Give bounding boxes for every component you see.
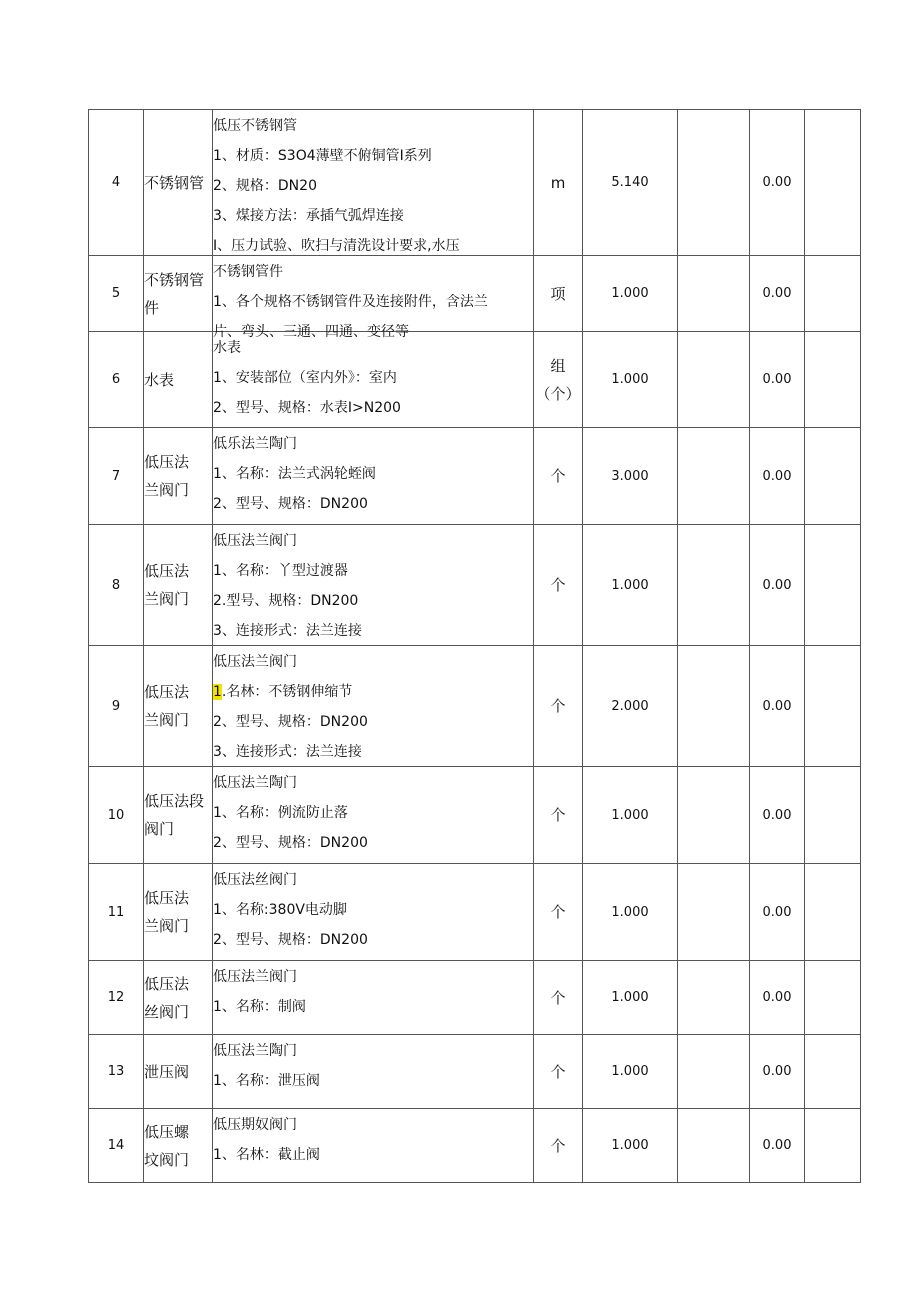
amount: 0.00 <box>750 1109 805 1183</box>
empty-cell <box>678 428 750 525</box>
unit-cell <box>534 961 583 1035</box>
unit: 个 <box>550 576 566 594</box>
empty-cell <box>805 256 861 332</box>
unit: m <box>550 173 566 192</box>
unit: 个 <box>550 1136 566 1155</box>
unit-cell <box>534 1109 583 1183</box>
bill-of-quantities-table <box>88 109 861 1183</box>
item-name: 水表 <box>144 370 175 389</box>
description-line: 低压法兰陶门 <box>213 774 297 791</box>
description-line: 1、名称:380V电动脚 <box>213 901 347 918</box>
item-name: 兰阀门 <box>144 590 190 608</box>
item-name-cell <box>144 110 213 256</box>
empty-cell <box>678 864 750 961</box>
highlight-mark: 1 <box>213 683 222 700</box>
unit-cell <box>534 525 583 646</box>
empty-cell <box>678 525 750 646</box>
item-name-cell <box>144 1035 213 1109</box>
item-description-cell <box>213 110 534 256</box>
amount: 0.00 <box>750 646 805 767</box>
item-name-cell <box>144 256 213 332</box>
empty-cell <box>805 428 861 525</box>
description-line: 1.名林：不锈钢伸缩节 <box>213 683 353 700</box>
item-number: 6 <box>89 332 144 428</box>
table-row <box>89 256 861 332</box>
item-name-cell <box>144 1109 213 1183</box>
empty-cell <box>678 767 750 864</box>
item-description <box>213 962 533 1034</box>
item-description <box>213 647 533 766</box>
amount: 0.00 <box>750 961 805 1035</box>
description-line: 1、名称：例流防止落 <box>213 804 348 821</box>
quantity: 1.000 <box>583 1035 678 1109</box>
item-description <box>213 257 533 340</box>
item-name: 低压法 <box>144 683 190 701</box>
description-line: 低压法兰阀门 <box>213 968 297 985</box>
empty-cell <box>805 110 861 256</box>
quantity: 1.000 <box>583 767 678 864</box>
amount: 0.00 <box>750 1035 805 1109</box>
item-description <box>213 768 533 863</box>
unit: 个 <box>550 697 566 715</box>
item-name: 低压法段 <box>144 792 205 810</box>
item-name-cell <box>144 428 213 525</box>
item-name-cell <box>144 864 213 961</box>
item-name: 件 <box>144 298 160 317</box>
quantity: 1.000 <box>583 256 678 332</box>
quantity: 1.000 <box>583 1109 678 1183</box>
description-line: 2、型号、规格：DN200 <box>213 931 368 948</box>
unit-cell <box>534 1035 583 1109</box>
item-description-cell <box>213 256 534 340</box>
description-line: 2、规格：DN20 <box>213 177 317 194</box>
unit-cell <box>534 767 583 864</box>
item-name: 兰阀门 <box>144 481 190 499</box>
unit: 个 <box>550 467 566 485</box>
empty-cell <box>678 646 750 767</box>
item-number: 5 <box>89 256 144 332</box>
unit-cell <box>534 256 583 332</box>
empty-cell <box>678 332 750 428</box>
unit-cell <box>534 428 583 525</box>
item-name: 低压法 <box>144 974 190 993</box>
quantity: 5.140 <box>583 110 678 256</box>
item-description <box>213 1110 533 1182</box>
quantity: 1.000 <box>583 864 678 961</box>
quantity: 2.000 <box>583 646 678 767</box>
description-line: 1、名林：截止阀 <box>213 1146 320 1163</box>
item-description <box>213 333 533 427</box>
unit: 个 <box>550 988 566 1007</box>
description-line: 2.型号、规格：DN200 <box>213 592 359 609</box>
description-line: 水表 <box>213 339 241 356</box>
description-line: 2、型号、规格：DN200 <box>213 495 368 512</box>
item-name: 丝阀门 <box>144 1002 190 1021</box>
item-name: 低压法 <box>144 453 190 471</box>
item-name: 泄压阀 <box>144 1062 190 1081</box>
item-number: 13 <box>89 1035 144 1109</box>
table-row <box>89 525 861 646</box>
unit: 项 <box>550 284 566 303</box>
amount: 0.00 <box>750 110 805 256</box>
item-description <box>213 865 533 960</box>
empty-cell <box>805 646 861 767</box>
item-description <box>213 526 533 645</box>
item-name: 阀门 <box>144 820 175 838</box>
item-description-cell <box>213 1035 534 1109</box>
item-name: 低压法 <box>144 562 190 580</box>
empty-cell <box>678 961 750 1035</box>
description-line: 片、弯头、三通、四通、变径等 <box>213 323 409 340</box>
table-row <box>89 864 861 961</box>
item-name: 低压法 <box>144 889 190 907</box>
empty-cell <box>805 525 861 646</box>
description-line: 低压法兰阀门 <box>213 653 297 670</box>
item-number: 4 <box>89 110 144 256</box>
description-line: 低压期奴阀门 <box>213 1116 297 1133</box>
description-line: 1、名称：泄压阀 <box>213 1072 320 1089</box>
quantity: 3.000 <box>583 428 678 525</box>
empty-cell <box>805 864 861 961</box>
item-description-cell <box>213 525 534 646</box>
item-name: 兰阀门 <box>144 711 190 729</box>
table-row <box>89 1035 861 1109</box>
unit: 个 <box>550 806 566 824</box>
item-description <box>213 429 533 524</box>
unit: 个 <box>550 903 566 921</box>
description-line: I、压力试验、吹扫与清洗设计要求,水压 <box>213 237 460 254</box>
description-line: 3、煤接方法：承插气弧焊连接 <box>213 207 404 224</box>
description-line: 1、安装部位（室内外》：室内 <box>213 369 397 386</box>
unit: 个 <box>550 1062 566 1081</box>
description-line: 3、连接形式：法兰连接 <box>213 743 362 760</box>
description-line: 3、连接形式：法兰连接 <box>213 622 362 639</box>
unit-cell <box>534 646 583 767</box>
item-description-cell <box>213 767 534 864</box>
item-description-cell <box>213 428 534 525</box>
empty-cell <box>805 961 861 1035</box>
amount: 0.00 <box>750 767 805 864</box>
item-name: 不锈钢管 <box>144 173 205 192</box>
item-name-cell <box>144 646 213 767</box>
description-line: 低压法兰陶门 <box>213 1042 297 1059</box>
quantity: 1.000 <box>583 525 678 646</box>
empty-cell <box>678 110 750 256</box>
item-name: 兰阀门 <box>144 917 190 935</box>
description-line: 2、型号、规格：水表I>N200 <box>213 399 401 416</box>
item-description-cell <box>213 646 534 767</box>
table-row <box>89 646 861 767</box>
empty-cell <box>805 332 861 428</box>
quantity: 1.000 <box>583 332 678 428</box>
table-row <box>89 428 861 525</box>
unit-cell <box>534 110 583 256</box>
item-name: 不锈钢管 <box>144 270 205 289</box>
description-line: 不锈钢管件 <box>213 263 283 280</box>
amount: 0.00 <box>750 256 805 332</box>
item-number: 8 <box>89 525 144 646</box>
item-number: 10 <box>89 767 144 864</box>
quantity: 1.000 <box>583 961 678 1035</box>
description-line: 低压法丝阀门 <box>213 871 297 888</box>
item-name-cell <box>144 961 213 1035</box>
description-line: 2、型号、规格：DN200 <box>213 713 368 730</box>
empty-cell <box>805 1109 861 1183</box>
unit: 组 <box>550 356 566 375</box>
amount: 0.00 <box>750 428 805 525</box>
item-description-cell <box>213 1109 534 1183</box>
table-row <box>89 961 861 1035</box>
table-row <box>89 332 861 428</box>
item-name-cell <box>144 332 213 428</box>
table-body <box>89 110 861 1183</box>
item-name: 低压螺 <box>144 1122 190 1141</box>
unit-cell <box>534 864 583 961</box>
item-name: 坟阀门 <box>144 1150 190 1169</box>
item-name-cell <box>144 767 213 864</box>
description-line: 1、名称：丫型过渡器 <box>213 562 348 579</box>
description-line: 1、名称：法兰式涡轮蛭阀 <box>213 465 376 482</box>
empty-cell <box>805 767 861 864</box>
item-name-cell <box>144 525 213 646</box>
amount: 0.00 <box>750 864 805 961</box>
amount: 0.00 <box>750 525 805 646</box>
item-description <box>213 111 533 255</box>
table-row <box>89 110 861 256</box>
description-line: 1、各个规格不锈钢管件及连接附件，含法兰 <box>213 293 488 310</box>
empty-cell <box>678 1109 750 1183</box>
item-description <box>213 1036 533 1108</box>
description-line: 2、型号、规格：DN200 <box>213 834 368 851</box>
table-row <box>89 767 861 864</box>
item-number: 14 <box>89 1109 144 1183</box>
unit: （个） <box>535 384 581 403</box>
amount: 0.00 <box>750 332 805 428</box>
description-line: 低压不锈钢管 <box>213 117 297 134</box>
empty-cell <box>678 256 750 332</box>
item-number: 11 <box>89 864 144 961</box>
description-line: 低压法兰阀门 <box>213 532 297 549</box>
unit-cell <box>534 332 583 428</box>
description-line: 低乐法兰陶门 <box>213 435 297 452</box>
item-number: 12 <box>89 961 144 1035</box>
empty-cell <box>678 1035 750 1109</box>
item-description-cell <box>213 864 534 961</box>
empty-cell <box>805 1035 861 1109</box>
item-number: 9 <box>89 646 144 767</box>
item-number: 7 <box>89 428 144 525</box>
description-line: 1、名称：制阀 <box>213 998 306 1015</box>
item-description-cell <box>213 961 534 1035</box>
table-row <box>89 1109 861 1183</box>
description-line: 1、材质：S3O4薄壁不俯铜管I系列 <box>213 147 432 164</box>
